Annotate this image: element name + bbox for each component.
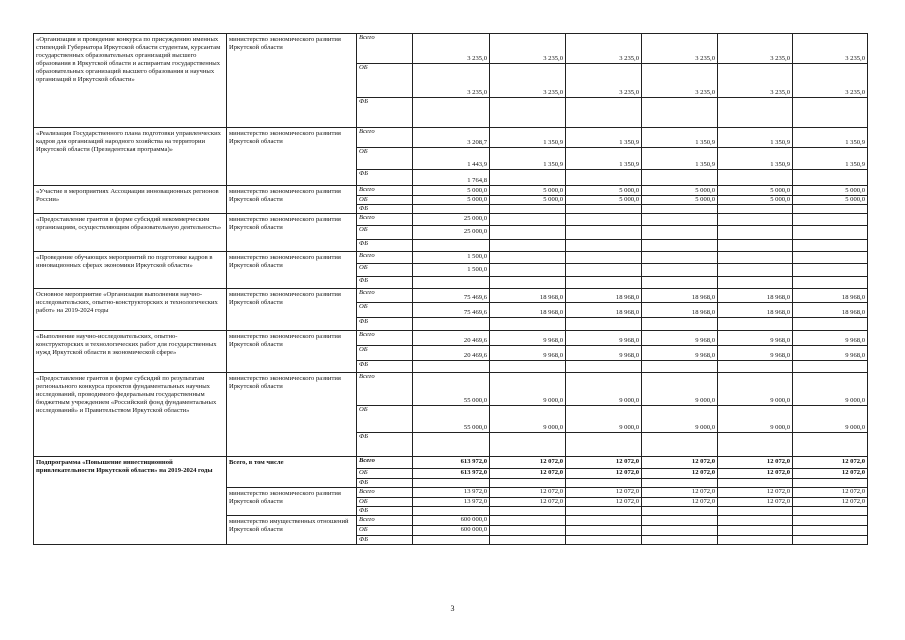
funding-source: Всего: [357, 456, 413, 468]
value-cell: 12 072,0: [793, 497, 868, 506]
value-cell: [490, 276, 566, 288]
value-cell: 9 000,0: [566, 405, 642, 432]
funding-source: ФБ: [357, 239, 413, 251]
value-cell: 9 968,0: [566, 345, 642, 360]
value-cell: [566, 506, 642, 515]
value-cell: [642, 317, 718, 330]
value-cell: 600 000,0: [413, 525, 490, 535]
measure-name: «Участие в мероприятиях Ассоциации инновационных регионов России»: [34, 186, 227, 214]
value-cell: 9 000,0: [793, 372, 868, 405]
value-cell: [490, 432, 566, 456]
responsible-executor: министерство экономического развития Иркутской области: [227, 251, 357, 288]
value-cell: 3 208,7: [413, 128, 490, 148]
value-cell: 1 350,9: [793, 128, 868, 148]
value-cell: 18 968,0: [490, 288, 566, 302]
value-cell: 3 235,0: [566, 64, 642, 98]
responsible-executor: министерство имущественных отношений Иркутской области: [227, 515, 357, 544]
value-cell: 1 443,9: [413, 148, 490, 170]
value-cell: [413, 506, 490, 515]
value-cell: 12 072,0: [566, 456, 642, 468]
value-cell: 9 000,0: [642, 372, 718, 405]
value-cell: 1 350,9: [566, 128, 642, 148]
value-cell: 9 000,0: [718, 405, 793, 432]
value-cell: [566, 225, 642, 239]
value-cell: [793, 360, 868, 372]
value-cell: 5 000,0: [566, 186, 642, 196]
value-cell: 5 000,0: [793, 186, 868, 196]
value-cell: 18 968,0: [566, 302, 642, 317]
value-cell: 9 968,0: [718, 345, 793, 360]
table-row: [34, 288, 868, 302]
responsible-executor: министерство экономического развития Иркутской области: [227, 330, 357, 372]
value-cell: 9 000,0: [793, 405, 868, 432]
value-cell: [566, 276, 642, 288]
value-cell: [566, 170, 642, 186]
value-cell: [490, 251, 566, 263]
value-cell: 1 500,0: [413, 251, 490, 263]
value-cell: 12 072,0: [566, 487, 642, 497]
funding-source: ФБ: [357, 170, 413, 186]
funding-source: Всего: [357, 213, 413, 225]
value-cell: [490, 225, 566, 239]
value-cell: [566, 205, 642, 214]
value-cell: 5 000,0: [718, 196, 793, 205]
value-cell: 12 072,0: [490, 497, 566, 506]
value-cell: [566, 239, 642, 251]
value-cell: 9 000,0: [490, 372, 566, 405]
value-cell: 3 235,0: [490, 34, 566, 64]
funding-source: Всего: [357, 487, 413, 497]
value-cell: 20 469,6: [413, 345, 490, 360]
value-cell: [718, 506, 793, 515]
value-cell: 3 235,0: [566, 34, 642, 64]
value-cell: [793, 263, 868, 276]
value-cell: [490, 239, 566, 251]
funding-source: ОБ: [357, 405, 413, 432]
value-cell: 18 968,0: [793, 288, 868, 302]
value-cell: 9 000,0: [642, 405, 718, 432]
value-cell: [642, 276, 718, 288]
value-cell: [490, 170, 566, 186]
value-cell: 18 968,0: [490, 302, 566, 317]
value-cell: [793, 276, 868, 288]
funding-source: ФБ: [357, 205, 413, 214]
value-cell: 12 072,0: [642, 487, 718, 497]
value-cell: 1 350,9: [642, 148, 718, 170]
value-cell: 1 350,9: [718, 128, 793, 148]
value-cell: [793, 251, 868, 263]
value-cell: 12 072,0: [642, 468, 718, 478]
value-cell: 9 000,0: [490, 405, 566, 432]
value-cell: 12 072,0: [642, 456, 718, 468]
value-cell: [793, 317, 868, 330]
funding-source: Всего: [357, 515, 413, 525]
responsible-executor: министерство экономического развития Иркутской области: [227, 487, 357, 515]
value-cell: [566, 478, 642, 487]
value-cell: [566, 432, 642, 456]
value-cell: [642, 251, 718, 263]
value-cell: [642, 478, 718, 487]
value-cell: [642, 515, 718, 525]
value-cell: 1 350,9: [718, 148, 793, 170]
value-cell: [718, 432, 793, 456]
value-cell: 5 000,0: [490, 196, 566, 205]
table-row: [34, 456, 868, 468]
responsible-executor: министерство экономического развития Иркутской области: [227, 213, 357, 251]
value-cell: [490, 98, 566, 128]
measure-name: Основное мероприятие «Организация выполнения научно-исследовательских, опытно-конструкторских и технологических работ» на 2019-2024 годы: [34, 288, 227, 330]
value-cell: 5 000,0: [413, 186, 490, 196]
responsible-executor: министерство экономического развития Иркутской области: [227, 186, 357, 214]
value-cell: [793, 170, 868, 186]
value-cell: [793, 525, 868, 535]
funding-source: Всего: [357, 288, 413, 302]
table-row: [34, 186, 868, 196]
value-cell: [566, 317, 642, 330]
value-cell: 3 235,0: [642, 64, 718, 98]
value-cell: [413, 276, 490, 288]
responsible-executor: министерство экономического развития Иркутской области: [227, 288, 357, 330]
value-cell: [793, 225, 868, 239]
funding-source: ФБ: [357, 98, 413, 128]
value-cell: [793, 98, 868, 128]
table-row: [34, 251, 868, 263]
funding-source: ОБ: [357, 196, 413, 205]
value-cell: [718, 525, 793, 535]
value-cell: [642, 525, 718, 535]
table-row: [34, 128, 868, 148]
value-cell: 9 968,0: [793, 345, 868, 360]
value-cell: 25 000,0: [413, 225, 490, 239]
value-cell: 600 000,0: [413, 515, 490, 525]
value-cell: 55 000,0: [413, 372, 490, 405]
value-cell: 18 968,0: [566, 288, 642, 302]
value-cell: [718, 276, 793, 288]
value-cell: [718, 515, 793, 525]
value-cell: [413, 239, 490, 251]
value-cell: [793, 205, 868, 214]
value-cell: [413, 478, 490, 487]
responsible-executor: Всего, в том числе: [227, 456, 357, 487]
value-cell: 12 072,0: [793, 487, 868, 497]
value-cell: 613 972,0: [413, 468, 490, 478]
funding-source: ФБ: [357, 535, 413, 544]
measure-name: «Организация и проведение конкурса по присуждению именных стипендий Губернатора Иркутской области студентам, курсантам государственных образовательных организаций высшего образования в Иркутской области и аспирантам государственных образовательных организаций высшего образования и научных организаций в Иркутской области»: [34, 34, 227, 128]
funding-source: ОБ: [357, 468, 413, 478]
value-cell: [718, 98, 793, 128]
value-cell: 12 072,0: [490, 468, 566, 478]
value-cell: 1 350,9: [642, 128, 718, 148]
value-cell: 3 235,0: [718, 34, 793, 64]
table-row: [34, 372, 868, 405]
value-cell: [718, 225, 793, 239]
value-cell: [413, 205, 490, 214]
value-cell: 12 072,0: [566, 468, 642, 478]
value-cell: [490, 506, 566, 515]
value-cell: 3 235,0: [413, 64, 490, 98]
table-row: [34, 330, 868, 345]
funding-source: ОБ: [357, 302, 413, 317]
value-cell: [566, 360, 642, 372]
value-cell: 9 000,0: [718, 372, 793, 405]
value-cell: [718, 478, 793, 487]
value-cell: 5 000,0: [642, 186, 718, 196]
value-cell: 18 968,0: [642, 288, 718, 302]
funding-source: Всего: [357, 186, 413, 196]
value-cell: 18 968,0: [718, 302, 793, 317]
value-cell: [566, 515, 642, 525]
value-cell: [642, 360, 718, 372]
value-cell: [793, 213, 868, 225]
value-cell: [566, 525, 642, 535]
value-cell: 1 350,9: [566, 148, 642, 170]
budget-table: [33, 33, 868, 545]
value-cell: 75 469,6: [413, 302, 490, 317]
value-cell: 9 968,0: [490, 345, 566, 360]
value-cell: 613 972,0: [413, 456, 490, 468]
funding-source: ФБ: [357, 432, 413, 456]
value-cell: 1 764,8: [413, 170, 490, 186]
measure-name: «Реализация Государственного плана подготовки управленческих кадров для организаций народного хозяйства на территории Иркутской области (Президентская программа)»: [34, 128, 227, 186]
value-cell: [490, 205, 566, 214]
value-cell: 12 072,0: [718, 497, 793, 506]
value-cell: 9 968,0: [642, 330, 718, 345]
funding-source: ОБ: [357, 64, 413, 98]
responsible-executor: министерство экономического развития Иркутской области: [227, 128, 357, 186]
value-cell: [490, 525, 566, 535]
value-cell: 9 968,0: [718, 330, 793, 345]
value-cell: 3 235,0: [413, 34, 490, 64]
value-cell: [642, 432, 718, 456]
value-cell: 9 968,0: [566, 330, 642, 345]
value-cell: [793, 432, 868, 456]
value-cell: 25 000,0: [413, 213, 490, 225]
value-cell: 12 072,0: [793, 456, 868, 468]
value-cell: 5 000,0: [566, 196, 642, 205]
value-cell: [793, 478, 868, 487]
measure-name: «Предоставление грантов в форме субсидий по результатам регионального конкурса проектов фундаментальных научных исследований, проводимого федеральным государственным бюджетным учреждением «Российский фонд фундаментальных исследований» и Правительством Иркутской области»: [34, 372, 227, 456]
funding-source: Всего: [357, 372, 413, 405]
value-cell: [642, 535, 718, 544]
value-cell: 12 072,0: [642, 497, 718, 506]
funding-source: ФБ: [357, 506, 413, 515]
value-cell: [718, 251, 793, 263]
value-cell: 5 000,0: [413, 196, 490, 205]
value-cell: 3 235,0: [793, 34, 868, 64]
value-cell: [642, 225, 718, 239]
funding-source: Всего: [357, 34, 413, 64]
funding-source: ФБ: [357, 317, 413, 330]
funding-source: ОБ: [357, 263, 413, 276]
page-number: 3: [450, 604, 455, 613]
value-cell: [642, 263, 718, 276]
measure-name: Подпрограмма «Повышение инвестиционной привлекательности Иркутской области» на 2019-2024 годы: [34, 456, 227, 544]
value-cell: [793, 535, 868, 544]
value-cell: [718, 360, 793, 372]
value-cell: 12 072,0: [718, 487, 793, 497]
value-cell: [642, 239, 718, 251]
value-cell: [718, 535, 793, 544]
value-cell: [490, 317, 566, 330]
value-cell: 18 968,0: [718, 288, 793, 302]
value-cell: 1 500,0: [413, 263, 490, 276]
value-cell: 1 350,9: [490, 128, 566, 148]
value-cell: 12 072,0: [718, 456, 793, 468]
value-cell: 3 235,0: [490, 64, 566, 98]
measure-name: «Выполнение научно-исследовательских, опытно-конструкторских и технологических работ для государственных нужд Иркутской области в экономической сфере»: [34, 330, 227, 372]
value-cell: 3 235,0: [642, 34, 718, 64]
value-cell: [642, 170, 718, 186]
funding-source: Всего: [357, 251, 413, 263]
value-cell: 5 000,0: [642, 196, 718, 205]
value-cell: [642, 98, 718, 128]
table-row: [34, 34, 868, 64]
value-cell: [490, 478, 566, 487]
value-cell: 20 469,6: [413, 330, 490, 345]
value-cell: [642, 213, 718, 225]
table-row: [34, 213, 868, 225]
value-cell: [413, 432, 490, 456]
funding-source: ОБ: [357, 525, 413, 535]
value-cell: 12 072,0: [490, 456, 566, 468]
value-cell: 9 000,0: [566, 372, 642, 405]
value-cell: [718, 213, 793, 225]
value-cell: [566, 535, 642, 544]
value-cell: [490, 360, 566, 372]
value-cell: 3 235,0: [718, 64, 793, 98]
value-cell: [566, 213, 642, 225]
funding-source: Всего: [357, 330, 413, 345]
value-cell: [566, 263, 642, 276]
value-cell: [413, 317, 490, 330]
value-cell: [566, 251, 642, 263]
value-cell: [793, 239, 868, 251]
value-cell: 5 000,0: [718, 186, 793, 196]
value-cell: 12 072,0: [490, 487, 566, 497]
measure-name: «Предоставление грантов в форме субсидий некоммерческим организациям, осуществляющим образовательную деятельность»: [34, 213, 227, 251]
value-cell: [490, 263, 566, 276]
value-cell: 75 469,6: [413, 288, 490, 302]
value-cell: [413, 535, 490, 544]
value-cell: 3 235,0: [793, 64, 868, 98]
funding-source: ФБ: [357, 478, 413, 487]
value-cell: [642, 506, 718, 515]
value-cell: 12 072,0: [718, 468, 793, 478]
value-cell: [642, 205, 718, 214]
value-cell: 18 968,0: [642, 302, 718, 317]
responsible-executor: министерство экономического развития Иркутской области: [227, 372, 357, 456]
value-cell: 18 968,0: [793, 302, 868, 317]
value-cell: [490, 535, 566, 544]
value-cell: [793, 506, 868, 515]
measure-name: «Проведение обучающих мероприятий по подготовке кадров в инновационных сферах экономики Иркутской области»: [34, 251, 227, 288]
value-cell: 9 968,0: [642, 345, 718, 360]
value-cell: [718, 317, 793, 330]
funding-source: ФБ: [357, 360, 413, 372]
value-cell: 5 000,0: [490, 186, 566, 196]
funding-source: ОБ: [357, 225, 413, 239]
value-cell: 1 350,9: [793, 148, 868, 170]
value-cell: [566, 98, 642, 128]
value-cell: 13 972,0: [413, 497, 490, 506]
value-cell: [490, 213, 566, 225]
value-cell: [413, 360, 490, 372]
value-cell: 9 968,0: [490, 330, 566, 345]
value-cell: [490, 515, 566, 525]
value-cell: 55 000,0: [413, 405, 490, 432]
value-cell: 13 972,0: [413, 487, 490, 497]
funding-source: Всего: [357, 128, 413, 148]
funding-source: ОБ: [357, 345, 413, 360]
value-cell: [718, 263, 793, 276]
value-cell: [413, 98, 490, 128]
funding-source: ОБ: [357, 148, 413, 170]
value-cell: 1 350,9: [490, 148, 566, 170]
value-cell: [718, 239, 793, 251]
funding-source: ОБ: [357, 497, 413, 506]
value-cell: 5 000,0: [793, 196, 868, 205]
value-cell: 9 968,0: [793, 330, 868, 345]
value-cell: 12 072,0: [566, 497, 642, 506]
value-cell: 12 072,0: [793, 468, 868, 478]
funding-source: ФБ: [357, 276, 413, 288]
value-cell: [718, 170, 793, 186]
value-cell: [718, 205, 793, 214]
value-cell: [793, 515, 868, 525]
responsible-executor: министерство экономического развития Иркутской области: [227, 34, 357, 128]
